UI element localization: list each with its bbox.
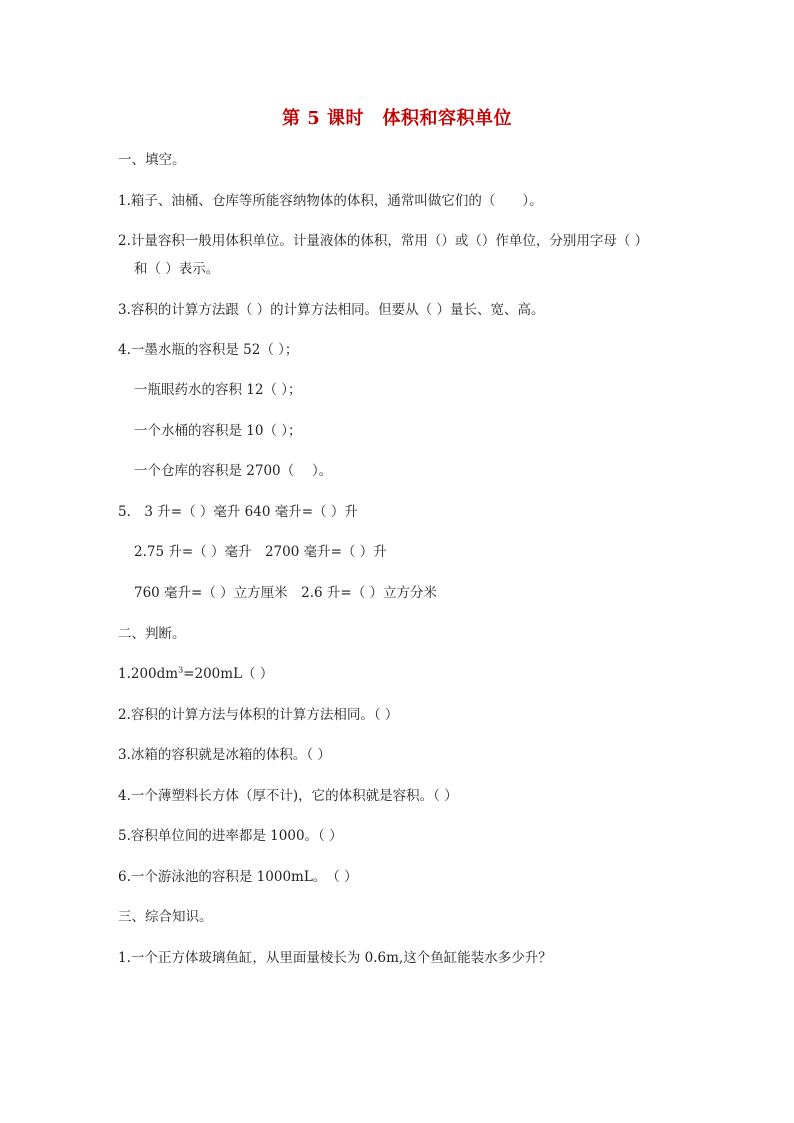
judge-question-6: 6.一个游泳池的容积是 1000mL。 （ ） (118, 869, 358, 885)
fill-question-4-line-1: 4.一墨水瓶的容积是 52（ ）； (118, 342, 299, 358)
fill-question-2-line-1: 2.计量容积一般用体积单位。计量液体的体积，常用（）或（）作单位，分别用字母（ ） (118, 233, 649, 249)
fill-question-4-line-2: 一瓶眼药水的容积 12（ ）； (134, 382, 302, 398)
section-3-heading: 三、综合知识。 (118, 909, 213, 925)
judge-question-5: 5.容积单位间的进率都是 1000。（ ） (118, 828, 343, 844)
fill-question-2-line-2: 和（ ）表示。 (134, 261, 220, 277)
judge-question-1 (118, 665, 273, 683)
fill-question-5-line-1: 5. 3 升=（ ）毫升 640 毫升=（ ）升 (118, 504, 358, 520)
application-question-1: 1.一个正方体玻璃鱼缸，从里面量棱长为 0.6m,这个鱼缸能装水多少升？ (118, 950, 552, 966)
judge-question-1-text: 1.200dm (118, 666, 179, 682)
judge-question-4: 4.一个薄塑料长方体（厚不计)，它的体积就是容积。（ ） (118, 788, 458, 804)
cubic-superscript: 3 (178, 665, 184, 675)
section-2-heading: 二、判断。 (118, 626, 186, 642)
fill-question-1: 1.箱子、油桶、仓库等所能容纳物体的体积，通常叫做它们的（ ）。 (118, 193, 543, 209)
fill-question-5-line-3: 760 毫升=（ ）立方厘米 2.6 升=（ ）立方分米 (134, 585, 438, 601)
page-title: 第 5 课时 体积和容积单位 (281, 108, 513, 129)
judge-question-1-rest: =200mL（ ） (183, 666, 274, 682)
fill-question-4-line-3: 一个水桶的容积是 10（ ）； (134, 423, 302, 439)
judge-question-3: 3.冰箱的容积就是冰箱的体积。（ ） (118, 747, 331, 763)
fill-question-5-line-2: 2.75 升=（ ）毫升 2700 毫升=（ ）升 (134, 544, 387, 560)
fill-question-3: 3.容积的计算方法跟（ ）的计算方法相同。但要从（ ）量长、宽、高。 (118, 302, 545, 318)
judge-question-2: 2.容积的计算方法与体积的计算方法相同。（ ） (118, 707, 399, 723)
section-1-heading: 一、填空。 (118, 152, 186, 168)
fill-question-4-line-4: 一个仓库的容积是 2700（ ）。 (134, 463, 333, 479)
